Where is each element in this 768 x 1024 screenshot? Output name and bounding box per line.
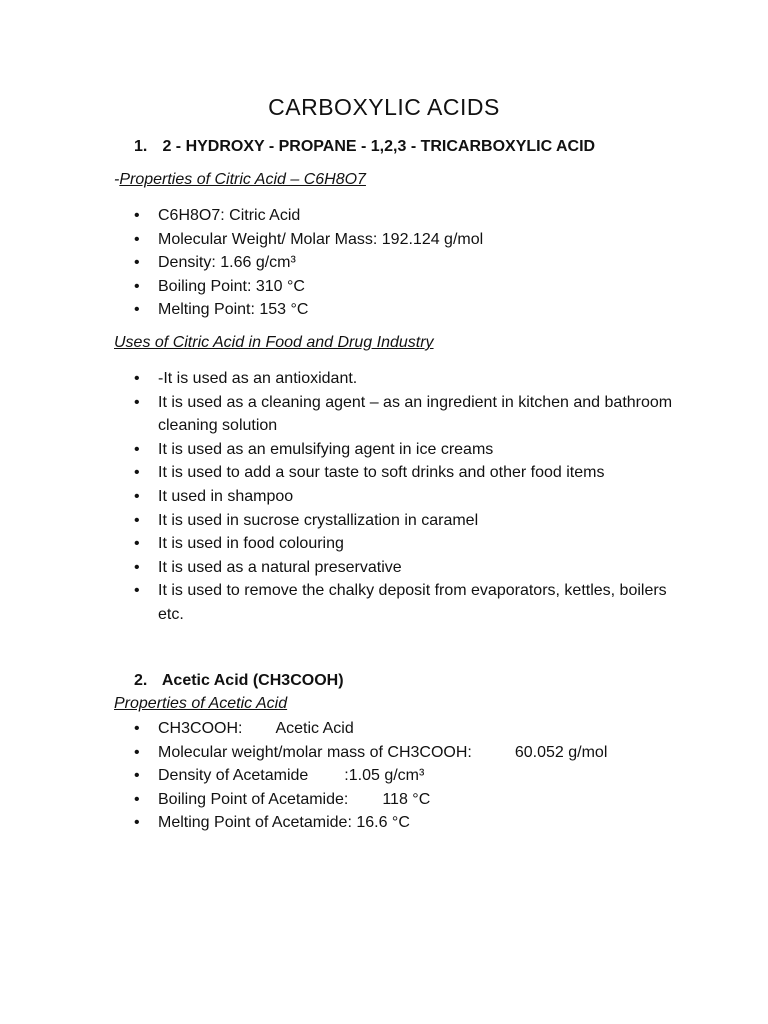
property-label: Molecular weight/molar mass of CH3COOH: [158,743,472,761]
section-2-number: 2. [134,672,148,689]
property-label: Boiling Point of Acetamide: [158,790,349,808]
section-1-heading [134,138,595,156]
list-item: • It is used in sucrose crystallization in caramel [158,509,678,533]
citric-properties-subheading-text: Properties of Citric Acid – C6H8O7 [119,171,366,188]
list-item: • It is used as a cleaning agent – as an ingredient in kitchen and bathroom cleaning solution [158,391,678,438]
property-label: Density of Acetamide [158,767,309,785]
section-2-heading [134,672,344,690]
document-title: CARBOXYLIC ACIDS [268,94,500,120]
citric-properties-subheading [114,171,366,189]
list-item: • Boiling Point: 310 °C [158,275,718,299]
list-item: • It is used as an emulsifying agent in ice creams [158,438,678,462]
subheading-prefix: - [114,171,120,188]
property-label: CH3COOH: [158,720,243,737]
list-item: • It is used as a natural preservative [158,556,678,580]
acetic-properties-subheading: Properties of Acetic Acid [114,695,288,712]
property-value: 60.052 g/mol [514,743,608,761]
list-item: • It is used to add a sour taste to soft drinks and other food items [158,461,678,485]
list-item: • It is used to remove the chalky deposit from evaporators, kettles, boilers etc. [158,579,678,626]
acetic-properties-list [158,717,718,835]
property-value: Acetic Acid [275,720,354,737]
property-label: Melting Point of Acetamide: 16.6 °C [158,814,410,832]
list-item [158,741,718,765]
list-item: • -It is used as an antioxidant. [158,367,678,391]
section-1-number: 1. [134,138,148,155]
section-2-heading-text: Acetic Acid (CH3COOH) [161,672,344,689]
list-item: • It used in shampoo [158,485,678,509]
citric-uses-subheading: Uses of Citric Acid in Food and Drug Industry [114,334,434,351]
list-item: • Molecular Weight/ Molar Mass: 192.124 g/mol [158,228,718,252]
property-value: 118 °C [382,790,431,808]
list-item [158,717,718,741]
property-value: :1.05 g/cm³ [344,767,425,785]
list-item [158,764,718,788]
list-item: • It is used in food colouring [158,532,678,556]
list-item: • Melting Point: 153 °C [158,298,718,322]
list-item [158,788,718,812]
list-item: • C6H8O7: Citric Acid [158,204,718,228]
list-item [158,811,718,835]
section-1-heading-text: 2 - HYDROXY - PROPANE - 1,2,3 - TRICARBOXYLIC ACID [162,138,596,155]
citric-properties-list [158,204,718,322]
citric-uses-list [158,367,678,627]
list-item: • Density: 1.66 g/cm³ [158,251,718,275]
